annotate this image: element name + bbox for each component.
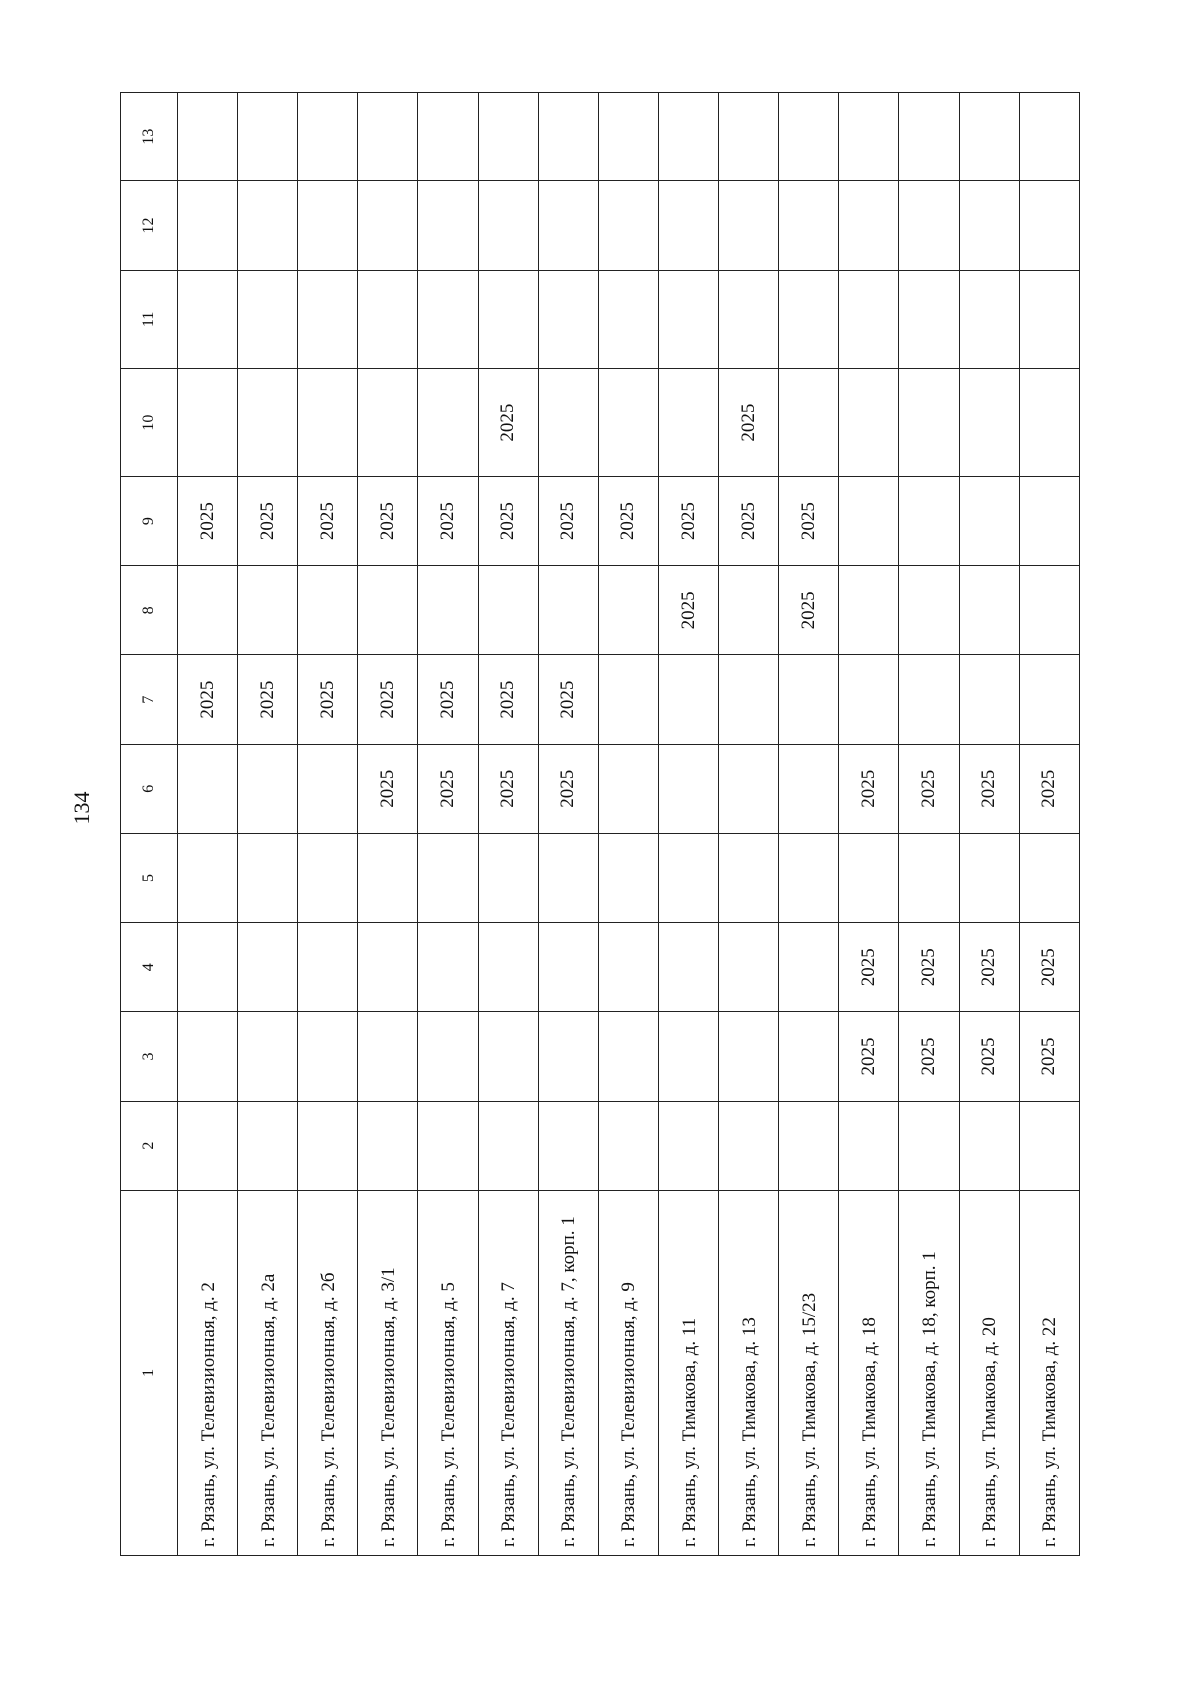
year-cell-col-4: 2025 — [839, 923, 899, 1012]
year-cell-col-2 — [899, 1101, 959, 1190]
year-cell-col-4 — [298, 923, 358, 1012]
year-cell-col-10 — [238, 369, 298, 477]
year-cell-col-8 — [177, 566, 237, 655]
year-cell-col-4 — [478, 923, 538, 1012]
year-cell-col-4: 2025 — [1019, 923, 1079, 1012]
year-cell-col-5 — [177, 833, 237, 922]
year-cell-col-3 — [177, 1012, 237, 1101]
year-cell-col-11 — [658, 270, 718, 369]
column-header-2: 2 — [121, 1101, 178, 1190]
year-cell-col-7: 2025 — [538, 655, 598, 744]
year-cell-col-4 — [418, 923, 478, 1012]
year-cell-col-11 — [839, 270, 899, 369]
year-cell-col-5 — [598, 833, 658, 922]
year-cell-col-12 — [418, 181, 478, 270]
year-cell-col-5 — [839, 833, 899, 922]
year-cell-col-7 — [839, 655, 899, 744]
year-cell-col-10: 2025 — [478, 369, 538, 477]
year-cell-col-5 — [959, 833, 1019, 922]
year-cell-col-9: 2025 — [478, 477, 538, 566]
year-cell-col-8 — [899, 566, 959, 655]
year-cell-col-9: 2025 — [358, 477, 418, 566]
year-cell-col-3 — [779, 1012, 839, 1101]
address-cell: г. Рязань, ул. Тимакова, д. 15/23 — [779, 1190, 839, 1555]
year-cell-col-4 — [719, 923, 779, 1012]
year-cell-col-5 — [238, 833, 298, 922]
column-header-6: 6 — [121, 744, 178, 833]
year-cell-col-2 — [839, 1101, 899, 1190]
year-cell-col-6: 2025 — [538, 744, 598, 833]
year-cell-col-8: 2025 — [779, 566, 839, 655]
column-header-12: 12 — [121, 181, 178, 270]
year-cell-col-3 — [598, 1012, 658, 1101]
address-cell: г. Рязань, ул. Телевизионная, д. 9 — [598, 1190, 658, 1555]
year-cell-col-7: 2025 — [177, 655, 237, 744]
year-cell-col-11 — [358, 270, 418, 369]
year-cell-col-8 — [418, 566, 478, 655]
column-header-5: 5 — [121, 833, 178, 922]
year-cell-col-5 — [779, 833, 839, 922]
year-cell-col-10 — [658, 369, 718, 477]
year-cell-col-8 — [959, 566, 1019, 655]
table-row — [899, 93, 959, 1556]
year-cell-col-6: 2025 — [899, 744, 959, 833]
year-cell-col-13 — [839, 93, 899, 181]
table-row — [478, 93, 538, 1556]
year-cell-col-10 — [779, 369, 839, 477]
table-row — [959, 93, 1019, 1556]
year-cell-col-12 — [658, 181, 718, 270]
year-cell-col-13 — [177, 93, 237, 181]
year-cell-col-5 — [899, 833, 959, 922]
column-header-9: 9 — [121, 477, 178, 566]
year-cell-col-8 — [839, 566, 899, 655]
year-cell-col-8 — [719, 566, 779, 655]
year-cell-col-6: 2025 — [478, 744, 538, 833]
year-cell-col-6 — [238, 744, 298, 833]
year-cell-col-3 — [358, 1012, 418, 1101]
header-row — [121, 93, 178, 1556]
year-cell-col-10 — [298, 369, 358, 477]
year-cell-col-12 — [899, 181, 959, 270]
year-cell-col-8 — [1019, 566, 1079, 655]
year-cell-col-12 — [298, 181, 358, 270]
year-cell-col-7: 2025 — [418, 655, 478, 744]
year-cell-col-6 — [658, 744, 718, 833]
column-header-4: 4 — [121, 923, 178, 1012]
year-cell-col-12 — [1019, 181, 1079, 270]
table-row — [177, 93, 237, 1556]
year-cell-col-12 — [959, 181, 1019, 270]
year-cell-col-10 — [358, 369, 418, 477]
table-row — [779, 93, 839, 1556]
year-cell-col-2 — [478, 1101, 538, 1190]
address-cell: г. Рязань, ул. Телевизионная, д. 7, корп. 1 — [538, 1190, 598, 1555]
year-cell-col-11 — [538, 270, 598, 369]
year-cell-col-6 — [598, 744, 658, 833]
address-cell: г. Рязань, ул. Телевизионная, д. 2б — [298, 1190, 358, 1555]
address-cell: г. Рязань, ул. Тимакова, д. 18, корп. 1 — [899, 1190, 959, 1555]
year-cell-col-11 — [959, 270, 1019, 369]
year-cell-col-2 — [418, 1101, 478, 1190]
year-cell-col-2 — [719, 1101, 779, 1190]
year-cell-col-12 — [538, 181, 598, 270]
year-cell-col-7 — [779, 655, 839, 744]
year-cell-col-2 — [779, 1101, 839, 1190]
year-cell-col-7 — [899, 655, 959, 744]
year-cell-col-9: 2025 — [238, 477, 298, 566]
year-cell-col-8 — [298, 566, 358, 655]
year-cell-col-9: 2025 — [177, 477, 237, 566]
table-row — [358, 93, 418, 1556]
year-cell-col-10 — [418, 369, 478, 477]
year-cell-col-10 — [839, 369, 899, 477]
year-cell-col-8 — [538, 566, 598, 655]
year-cell-col-3 — [719, 1012, 779, 1101]
year-cell-col-11 — [418, 270, 478, 369]
year-cell-col-4 — [358, 923, 418, 1012]
year-cell-col-12 — [478, 181, 538, 270]
year-cell-col-3 — [238, 1012, 298, 1101]
year-cell-col-7: 2025 — [298, 655, 358, 744]
year-cell-col-8 — [358, 566, 418, 655]
year-cell-col-3 — [418, 1012, 478, 1101]
year-cell-col-12 — [598, 181, 658, 270]
year-cell-col-13 — [478, 93, 538, 181]
year-cell-col-10 — [177, 369, 237, 477]
year-cell-col-8 — [238, 566, 298, 655]
year-cell-col-4: 2025 — [899, 923, 959, 1012]
year-cell-col-4 — [238, 923, 298, 1012]
year-cell-col-3 — [478, 1012, 538, 1101]
year-cell-col-9: 2025 — [779, 477, 839, 566]
year-cell-col-13 — [1019, 93, 1079, 181]
year-cell-col-2 — [959, 1101, 1019, 1190]
column-header-3: 3 — [121, 1012, 178, 1101]
year-cell-col-11 — [779, 270, 839, 369]
table-row — [598, 93, 658, 1556]
year-cell-col-4 — [658, 923, 718, 1012]
rotated-sheet — [120, 92, 1080, 1556]
table-row — [298, 93, 358, 1556]
year-cell-col-9: 2025 — [538, 477, 598, 566]
table-row — [238, 93, 298, 1556]
schedule-table — [120, 92, 1080, 1556]
year-cell-col-5 — [298, 833, 358, 922]
column-header-7: 7 — [121, 655, 178, 744]
year-cell-col-9 — [899, 477, 959, 566]
year-cell-col-7 — [598, 655, 658, 744]
year-cell-col-6: 2025 — [358, 744, 418, 833]
column-header-11: 11 — [121, 270, 178, 369]
year-cell-col-5 — [658, 833, 718, 922]
year-cell-col-7 — [959, 655, 1019, 744]
year-cell-col-2 — [598, 1101, 658, 1190]
year-cell-col-12 — [358, 181, 418, 270]
year-cell-col-11 — [598, 270, 658, 369]
year-cell-col-3: 2025 — [839, 1012, 899, 1101]
year-cell-col-2 — [1019, 1101, 1079, 1190]
year-cell-col-10 — [598, 369, 658, 477]
year-cell-col-7: 2025 — [478, 655, 538, 744]
table-row — [839, 93, 899, 1556]
year-cell-col-2 — [177, 1101, 237, 1190]
year-cell-col-5 — [538, 833, 598, 922]
year-cell-col-13 — [899, 93, 959, 181]
year-cell-col-6: 2025 — [418, 744, 478, 833]
year-cell-col-13 — [719, 93, 779, 181]
address-cell: г. Рязань, ул. Телевизионная, д. 2 — [177, 1190, 237, 1555]
year-cell-col-11 — [1019, 270, 1079, 369]
column-header-1: 1 — [121, 1190, 178, 1555]
year-cell-col-13 — [358, 93, 418, 181]
table-body — [121, 93, 1080, 1556]
year-cell-col-2 — [538, 1101, 598, 1190]
year-cell-col-7 — [719, 655, 779, 744]
year-cell-col-3: 2025 — [959, 1012, 1019, 1101]
address-cell: г. Рязань, ул. Тимакова, д. 18 — [839, 1190, 899, 1555]
year-cell-col-4 — [598, 923, 658, 1012]
year-cell-col-12 — [719, 181, 779, 270]
year-cell-col-9 — [959, 477, 1019, 566]
address-cell: г. Рязань, ул. Тимакова, д. 20 — [959, 1190, 1019, 1555]
year-cell-col-4 — [538, 923, 598, 1012]
year-cell-col-7: 2025 — [358, 655, 418, 744]
table-row — [658, 93, 718, 1556]
year-cell-col-11 — [899, 270, 959, 369]
year-cell-col-3 — [298, 1012, 358, 1101]
year-cell-col-5 — [1019, 833, 1079, 922]
year-cell-col-10 — [959, 369, 1019, 477]
year-cell-col-6: 2025 — [959, 744, 1019, 833]
year-cell-col-9: 2025 — [598, 477, 658, 566]
year-cell-col-3: 2025 — [1019, 1012, 1079, 1101]
year-cell-col-9: 2025 — [719, 477, 779, 566]
year-cell-col-9 — [1019, 477, 1079, 566]
year-cell-col-10 — [899, 369, 959, 477]
year-cell-col-13 — [779, 93, 839, 181]
address-cell: г. Рязань, ул. Телевизионная, д. 5 — [418, 1190, 478, 1555]
year-cell-col-12 — [839, 181, 899, 270]
year-cell-col-11 — [719, 270, 779, 369]
table-row — [1019, 93, 1079, 1556]
year-cell-col-3 — [538, 1012, 598, 1101]
year-cell-col-9: 2025 — [658, 477, 718, 566]
year-cell-col-7: 2025 — [238, 655, 298, 744]
year-cell-col-12 — [779, 181, 839, 270]
year-cell-col-8 — [478, 566, 538, 655]
year-cell-col-8 — [598, 566, 658, 655]
year-cell-col-8: 2025 — [658, 566, 718, 655]
year-cell-col-2 — [298, 1101, 358, 1190]
year-cell-col-9 — [839, 477, 899, 566]
table-row — [418, 93, 478, 1556]
address-cell: г. Рязань, ул. Телевизионная, д. 3/1 — [358, 1190, 418, 1555]
year-cell-col-6 — [177, 744, 237, 833]
year-cell-col-10 — [538, 369, 598, 477]
year-cell-col-6 — [719, 744, 779, 833]
year-cell-col-13 — [418, 93, 478, 181]
table-row — [719, 93, 779, 1556]
year-cell-col-13 — [598, 93, 658, 181]
year-cell-col-10 — [1019, 369, 1079, 477]
year-cell-col-7 — [1019, 655, 1079, 744]
address-cell: г. Рязань, ул. Тимакова, д. 13 — [719, 1190, 779, 1555]
year-cell-col-3 — [658, 1012, 718, 1101]
year-cell-col-5 — [418, 833, 478, 922]
year-cell-col-9: 2025 — [418, 477, 478, 566]
year-cell-col-2 — [238, 1101, 298, 1190]
year-cell-col-2 — [358, 1101, 418, 1190]
year-cell-col-5 — [478, 833, 538, 922]
year-cell-col-11 — [478, 270, 538, 369]
table-row — [538, 93, 598, 1556]
year-cell-col-4 — [779, 923, 839, 1012]
year-cell-col-3: 2025 — [899, 1012, 959, 1101]
year-cell-col-6 — [298, 744, 358, 833]
address-cell: г. Рязань, ул. Телевизионная, д. 7 — [478, 1190, 538, 1555]
year-cell-col-12 — [177, 181, 237, 270]
year-cell-col-11 — [238, 270, 298, 369]
year-cell-col-4 — [177, 923, 237, 1012]
year-cell-col-2 — [658, 1101, 718, 1190]
address-cell: г. Рязань, ул. Телевизионная, д. 2а — [238, 1190, 298, 1555]
year-cell-col-13 — [538, 93, 598, 181]
column-header-8: 8 — [121, 566, 178, 655]
year-cell-col-6: 2025 — [1019, 744, 1079, 833]
year-cell-col-5 — [358, 833, 418, 922]
page-number: 134 — [69, 791, 94, 825]
year-cell-col-4: 2025 — [959, 923, 1019, 1012]
column-header-10: 10 — [121, 369, 178, 477]
year-cell-col-10: 2025 — [719, 369, 779, 477]
year-cell-col-7 — [658, 655, 718, 744]
year-cell-col-13 — [298, 93, 358, 181]
year-cell-col-9: 2025 — [298, 477, 358, 566]
year-cell-col-11 — [298, 270, 358, 369]
year-cell-col-13 — [238, 93, 298, 181]
year-cell-col-13 — [959, 93, 1019, 181]
year-cell-col-6 — [779, 744, 839, 833]
address-cell: г. Рязань, ул. Тимакова, д. 22 — [1019, 1190, 1079, 1555]
year-cell-col-13 — [658, 93, 718, 181]
year-cell-col-11 — [177, 270, 237, 369]
column-header-13: 13 — [121, 93, 178, 181]
address-cell: г. Рязань, ул. Тимакова, д. 11 — [658, 1190, 718, 1555]
year-cell-col-12 — [238, 181, 298, 270]
year-cell-col-5 — [719, 833, 779, 922]
year-cell-col-6: 2025 — [839, 744, 899, 833]
